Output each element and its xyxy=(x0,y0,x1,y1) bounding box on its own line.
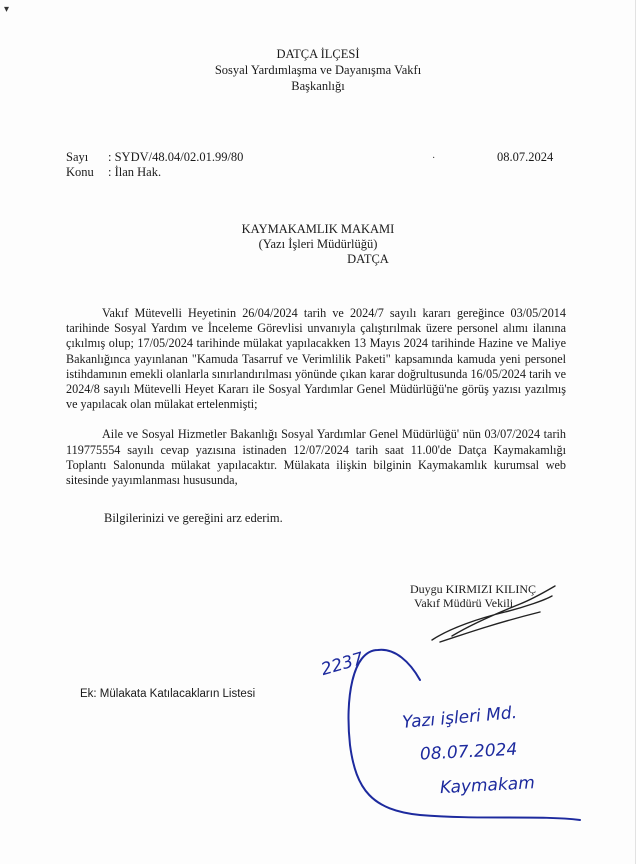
body-paragraph-2: Aile ve Sosyal Hizmetler Bakanlığı Sosyal Yardımlar Genel Müdürlüğü' nün 03/07/2024 tarih 119775554 sayılı cevap yazısına istinaden 12/07/2024 tarih saat 11.00'de Datça Kaymakamlığı Toplantı Salonunda mülakat yapılacaktır. Mülakata ilişkin bilginin Kaymakamlık kurumsal web sitesinde yayımlanması hususunda, xyxy=(66,427,566,488)
handwritten-number: 2237 xyxy=(318,648,366,681)
addressee xyxy=(0,222,636,267)
handwritten-line-1: Yazı işleri Md. xyxy=(401,702,518,733)
addressee-office: KAYMAKAMLIK MAKAMI xyxy=(241,222,395,236)
letterhead-foundation: Sosyal Yardımlaşma ve Dayanışma Vakfı xyxy=(214,63,422,77)
sayi-value: : SYDV/48.04/02.01.99/80 xyxy=(108,150,244,164)
handwritten-line-3: Kaymakam xyxy=(439,773,536,799)
ink-loop-stroke xyxy=(348,650,580,820)
letterhead xyxy=(0,46,636,94)
sayi-label: Sayı xyxy=(66,150,89,164)
konu-value: : İlan Hak. xyxy=(108,165,162,179)
konu-label: Konu xyxy=(66,165,94,179)
enclosure-note: Ek: Mülakata Katılacakların Listesi xyxy=(80,688,256,700)
signer-title: Vakıf Müdürü Vekili xyxy=(414,596,514,610)
body-paragraph-1: Vakıf Mütevelli Heyetinin 26/04/2024 tarih ve 2024/7 sayılı kararı gereğince 03/05/2014 tarihinde Sosyal Yardım ve İnceleme Görevlisi unvanıyla çalıştırılmak üzere personel alımı ilanına çıkılmış olup; 17/05/2024 tarihinde mülakat yapılacakken 13 Mayıs 2024 tarihinde Hazine ve Maliye Bakanlığınca yayınlanan "Kamuda Tasarruf ve Verimlilik Paketi" kapsamında kamuda yeni personel istihdamının emekli olanlarla sınırlandırılması yönünde çıkan karar doğrultusunda 16/05/2024 tarih ve 2024/8 sayılı Mütevelli Heyet Kararı ile Sosyal Yardımlar Genel Müdürlüğü'ne görüş yazısı yazılmış ve yapılacak olan mülakat ertelenmişti; xyxy=(66,306,566,412)
signer-name: Duygu KIRMIZI KILINÇ xyxy=(410,582,536,596)
letterhead-office: Başkanlığı xyxy=(291,79,345,93)
handwritten-line-2: 08.07.2024 xyxy=(419,739,518,765)
document-meta xyxy=(66,150,243,180)
document-date: 08.07.2024 xyxy=(497,150,554,164)
letterhead-district: DATÇA İLÇESİ xyxy=(276,47,360,61)
scan-speck: · xyxy=(432,153,436,164)
closing-line: Bilgilerinizi ve gereğini arz ederim. xyxy=(104,511,283,525)
letter-body xyxy=(66,306,566,503)
addressee-department: (Yazı İşleri Müdürlüğü) xyxy=(258,237,378,251)
signature-block xyxy=(410,582,536,610)
addressee-city: DATÇA xyxy=(347,252,389,266)
scan-speck: ▾ xyxy=(4,4,10,15)
